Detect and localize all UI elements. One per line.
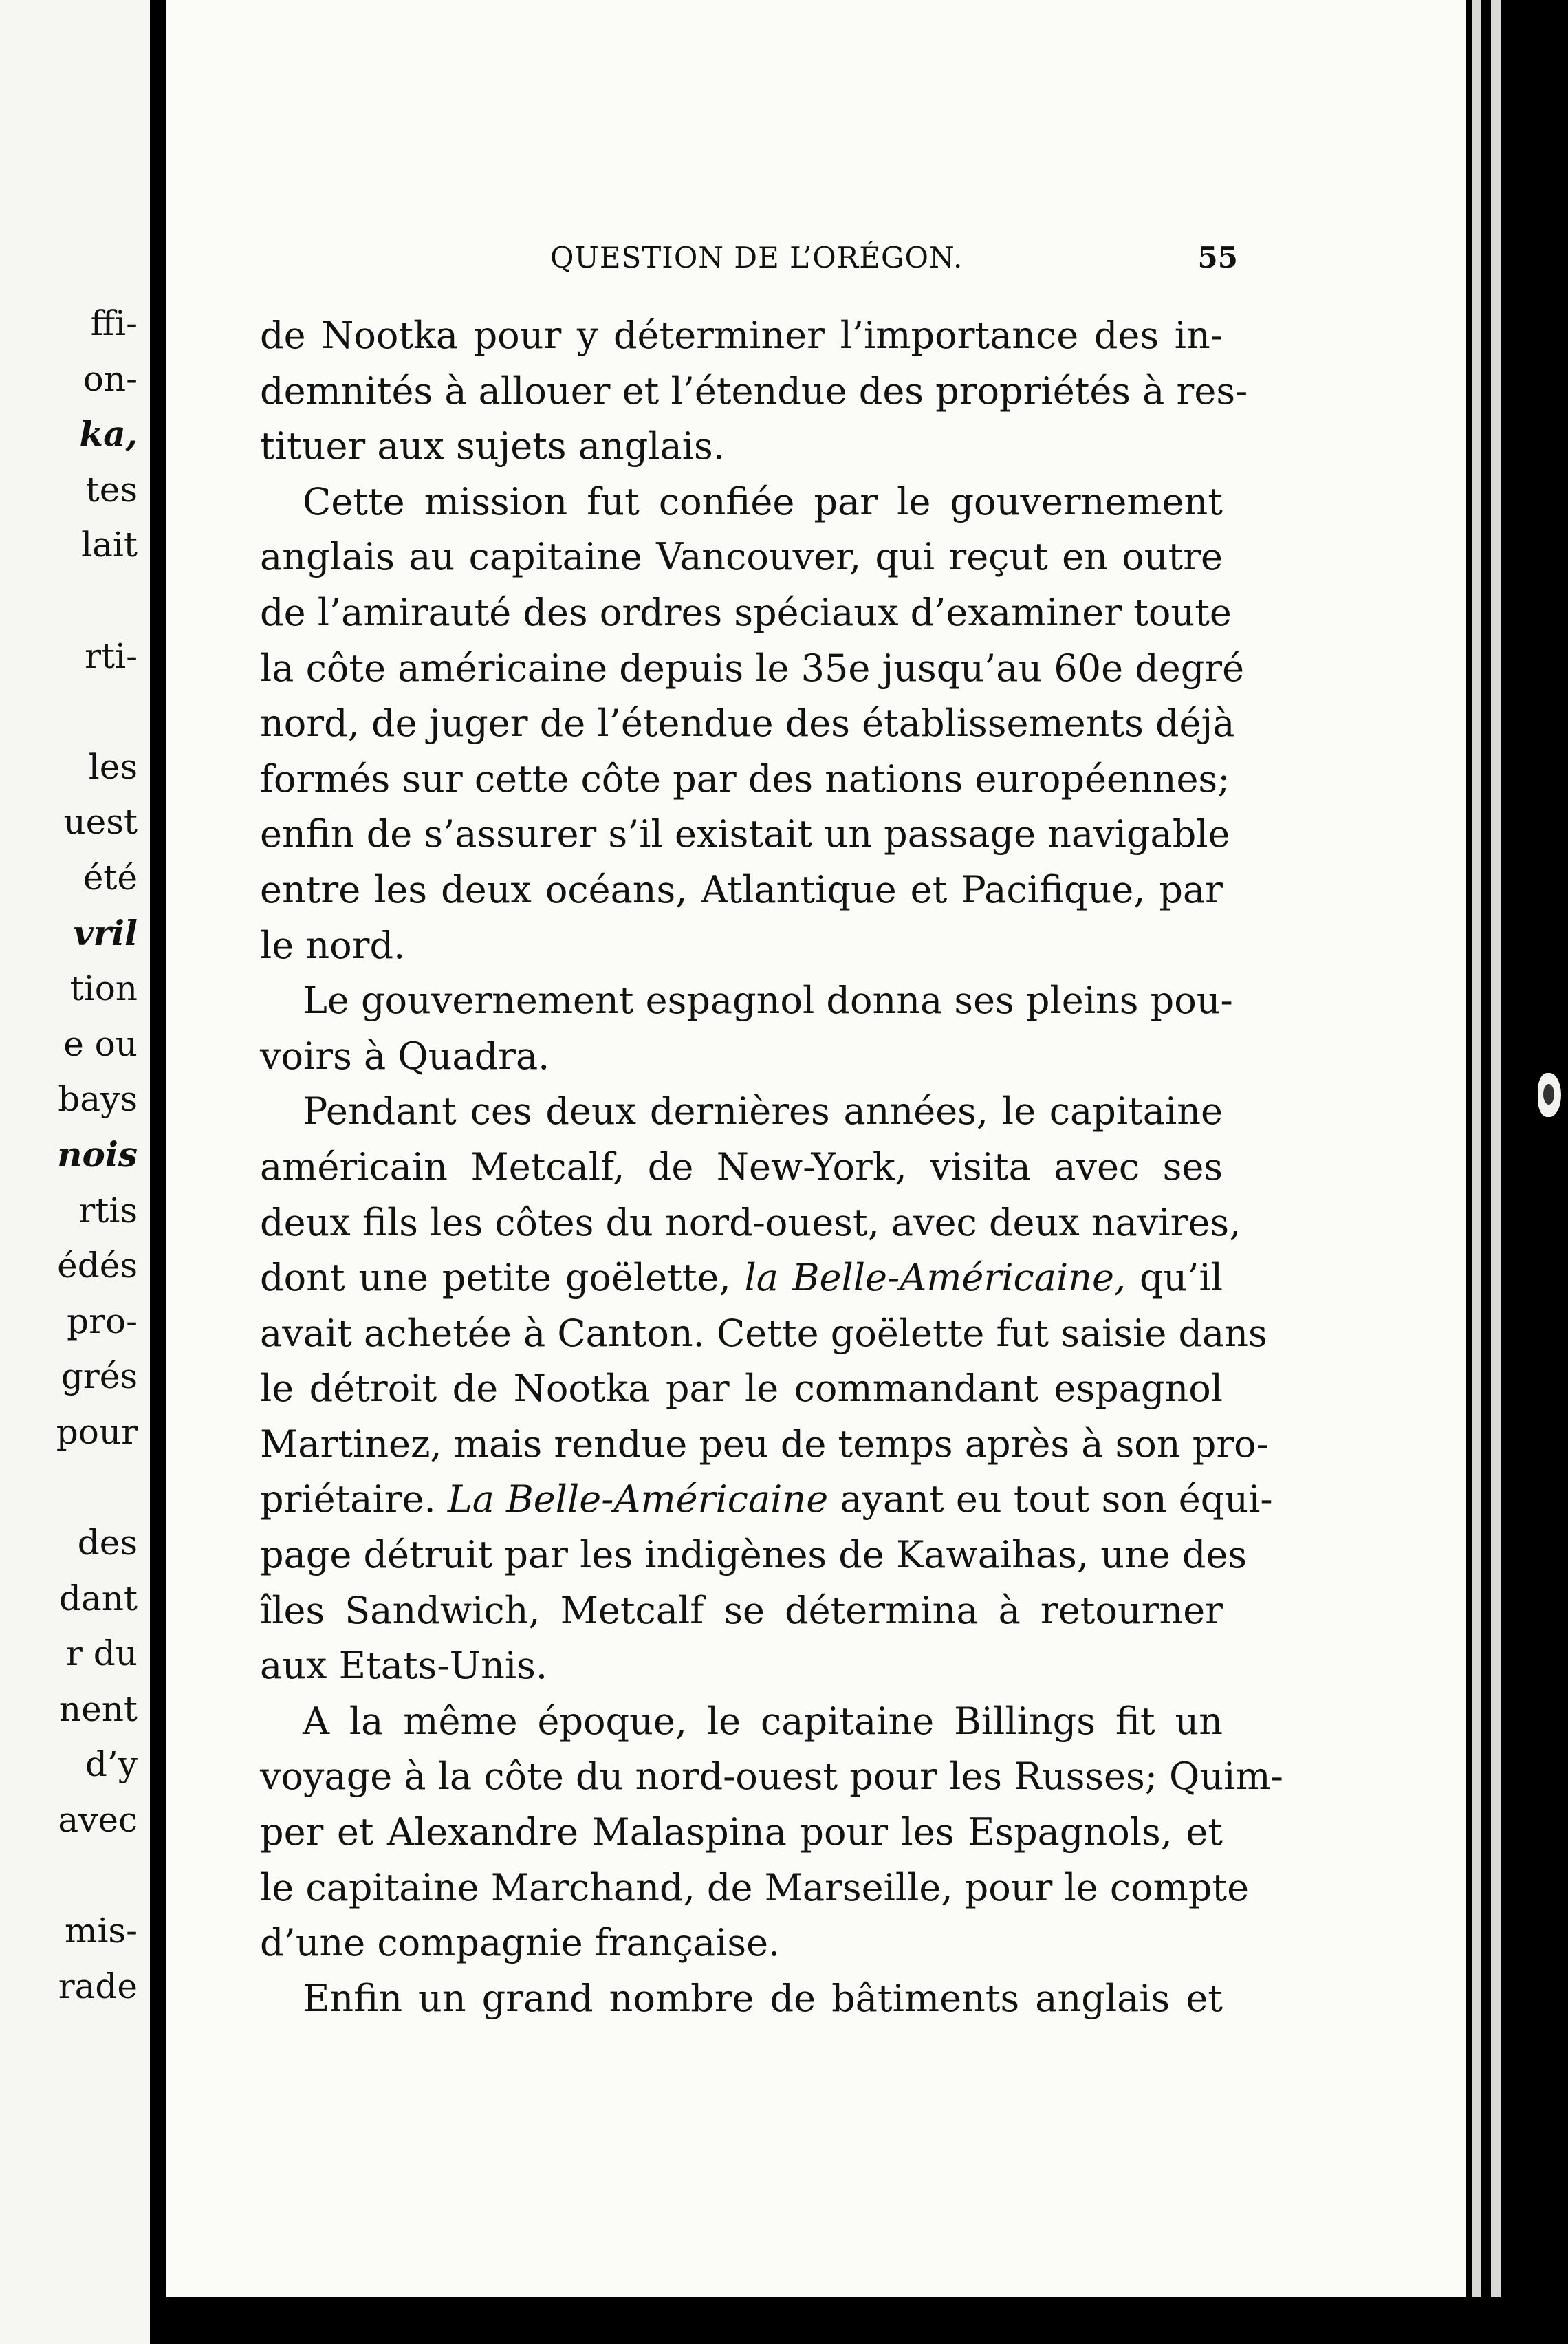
text-line: voyage à la côte du nord-ouest pour les Russes; Quim- — [260, 1755, 1283, 1799]
previous-page-line-ends — [0, 296, 138, 2014]
previous-page-line-end — [0, 1848, 138, 1904]
previous-page-line-end: dant — [58, 1578, 138, 1618]
text-line: îles Sandwich, Metcalf se détermina à retourner — [260, 1588, 1223, 1632]
previous-page-line-end: des — [77, 1523, 138, 1563]
text-fragment: priétaire. — [260, 1477, 448, 1521]
text-line: Cette mission fut confiée par le gouvernement — [303, 479, 1223, 523]
text-line: de l’amirauté des ordres spéciaux d’examiner toute — [260, 590, 1232, 634]
previous-page-line-end: r du — [65, 1634, 138, 1674]
page-body-text — [260, 308, 1283, 2026]
previous-page-line-end — [0, 573, 138, 629]
previous-page-fragment — [0, 0, 150, 2344]
text-line: nord, de juger de l’étendue des établissements déjà — [260, 702, 1235, 746]
text-line — [260, 1472, 1273, 1528]
text-line: deux fils les côtes du nord-ouest, avec deux navires, — [260, 1200, 1241, 1244]
previous-page-line-end: nent — [58, 1689, 138, 1729]
previous-page-line-end: pour — [56, 1411, 138, 1452]
previous-page-line-end: mis- — [65, 1911, 138, 1951]
previous-page-line-end: ka, — [79, 413, 138, 455]
previous-page-line-end: uest — [63, 802, 138, 843]
previous-page-line-end — [0, 684, 138, 739]
page-clip-mark — [1538, 1073, 1561, 1117]
text-line: de Nootka pour y déterminer l’importance des in- — [260, 314, 1223, 357]
text-line: le nord. — [260, 923, 406, 967]
text-line: demnités à allouer et l’étendue des propriétés à res- — [260, 369, 1248, 413]
text-line: avait achetée à Canton. Cette goëlette fut saisie dans — [260, 1311, 1267, 1355]
previous-page-line-end: vril — [73, 912, 138, 953]
text-line: d’une compagnie française. — [260, 1921, 781, 1965]
text-line: anglais au capitaine Vancouver, qui reçut en outre — [260, 535, 1223, 579]
previous-page-line-end: d’y — [85, 1744, 138, 1785]
previous-page-line-end: e ou — [63, 1023, 138, 1064]
previous-page-line-end: grés — [61, 1356, 138, 1397]
ship-name-italic: la Belle-Américaine, — [744, 1256, 1126, 1300]
text-line: le détroit de Nootka par le commandant espagnol — [260, 1367, 1223, 1411]
text-line: formés sur cette côte par des nations européennes; — [260, 757, 1230, 801]
text-line: enfin de s’assurer s’il existait un passage navigable — [260, 812, 1230, 856]
text-line: aux Etats-Unis. — [260, 1644, 547, 1688]
previous-page-line-end: rtis — [78, 1190, 138, 1230]
page-edge-stripe — [1491, 0, 1501, 2297]
text-fragment: ayant eu tout son équi- — [828, 1477, 1273, 1521]
text-line: Le gouvernement espagnol donna ses pleins pou- — [303, 979, 1233, 1023]
page-gutter — [150, 0, 166, 2344]
previous-page-line-end: ffi- — [90, 303, 138, 343]
previous-page-line-end: nois — [57, 1133, 138, 1175]
text-fragment: dont une petite goëlette, — [260, 1256, 745, 1300]
running-header — [550, 241, 1238, 289]
text-line: per et Alexandre Malaspina pour les Espagnols, et — [260, 1810, 1223, 1854]
previous-page-line-end: édés — [57, 1246, 138, 1286]
text-line: le capitaine Marchand, de Marseille, pour le compte — [260, 1865, 1250, 1909]
previous-page-line-end: bays — [58, 1079, 138, 1120]
running-title: QUESTION DE L’ORÉGON. — [550, 241, 963, 274]
previous-page-line-end — [0, 1459, 138, 1515]
previous-page-line-end: rti- — [85, 636, 138, 676]
previous-page-line-end: été — [83, 857, 138, 898]
text-line: Pendant ces deux dernières années, le capitaine — [303, 1089, 1223, 1133]
text-line — [260, 1250, 1223, 1306]
previous-page-line-end: lait — [81, 525, 138, 565]
previous-page-line-end: pro- — [67, 1301, 138, 1341]
page-edge-stripe — [1472, 0, 1481, 2297]
previous-page-line-end: avec — [58, 1800, 138, 1841]
text-line: tituer aux sujets anglais. — [260, 424, 725, 468]
text-line: page détruit par les indigènes de Kawaihas, une des — [260, 1533, 1248, 1577]
text-line: américain Metcalf, de New-York, visita avec ses — [260, 1144, 1223, 1189]
text-line: A la même époque, le capitaine Billings fit un — [303, 1699, 1223, 1743]
previous-page-line-end: rade — [58, 1966, 138, 2006]
text-fragment: qu’il — [1126, 1256, 1223, 1300]
previous-page-line-end: tion — [69, 968, 138, 1009]
previous-page-line-end: on- — [83, 358, 138, 399]
previous-page-line-end: tes — [85, 469, 138, 510]
text-line: Enfin un grand nombre de bâtiments anglais et — [303, 1976, 1223, 2020]
text-line: la côte américaine depuis le 35e jusqu’au 60e degré — [260, 646, 1245, 690]
ship-name-italic: La Belle-Américaine — [447, 1477, 829, 1521]
text-line: voirs à Quadra. — [260, 1034, 550, 1078]
previous-page-line-end: les — [88, 746, 138, 787]
text-line: Martinez, mais rendue peu de temps après à son pro- — [260, 1422, 1269, 1466]
page-number: 55 — [1197, 241, 1238, 274]
page-stack-edge — [1466, 0, 1568, 2344]
text-line: entre les deux océans, Atlantique et Pacifique, par — [260, 867, 1223, 911]
